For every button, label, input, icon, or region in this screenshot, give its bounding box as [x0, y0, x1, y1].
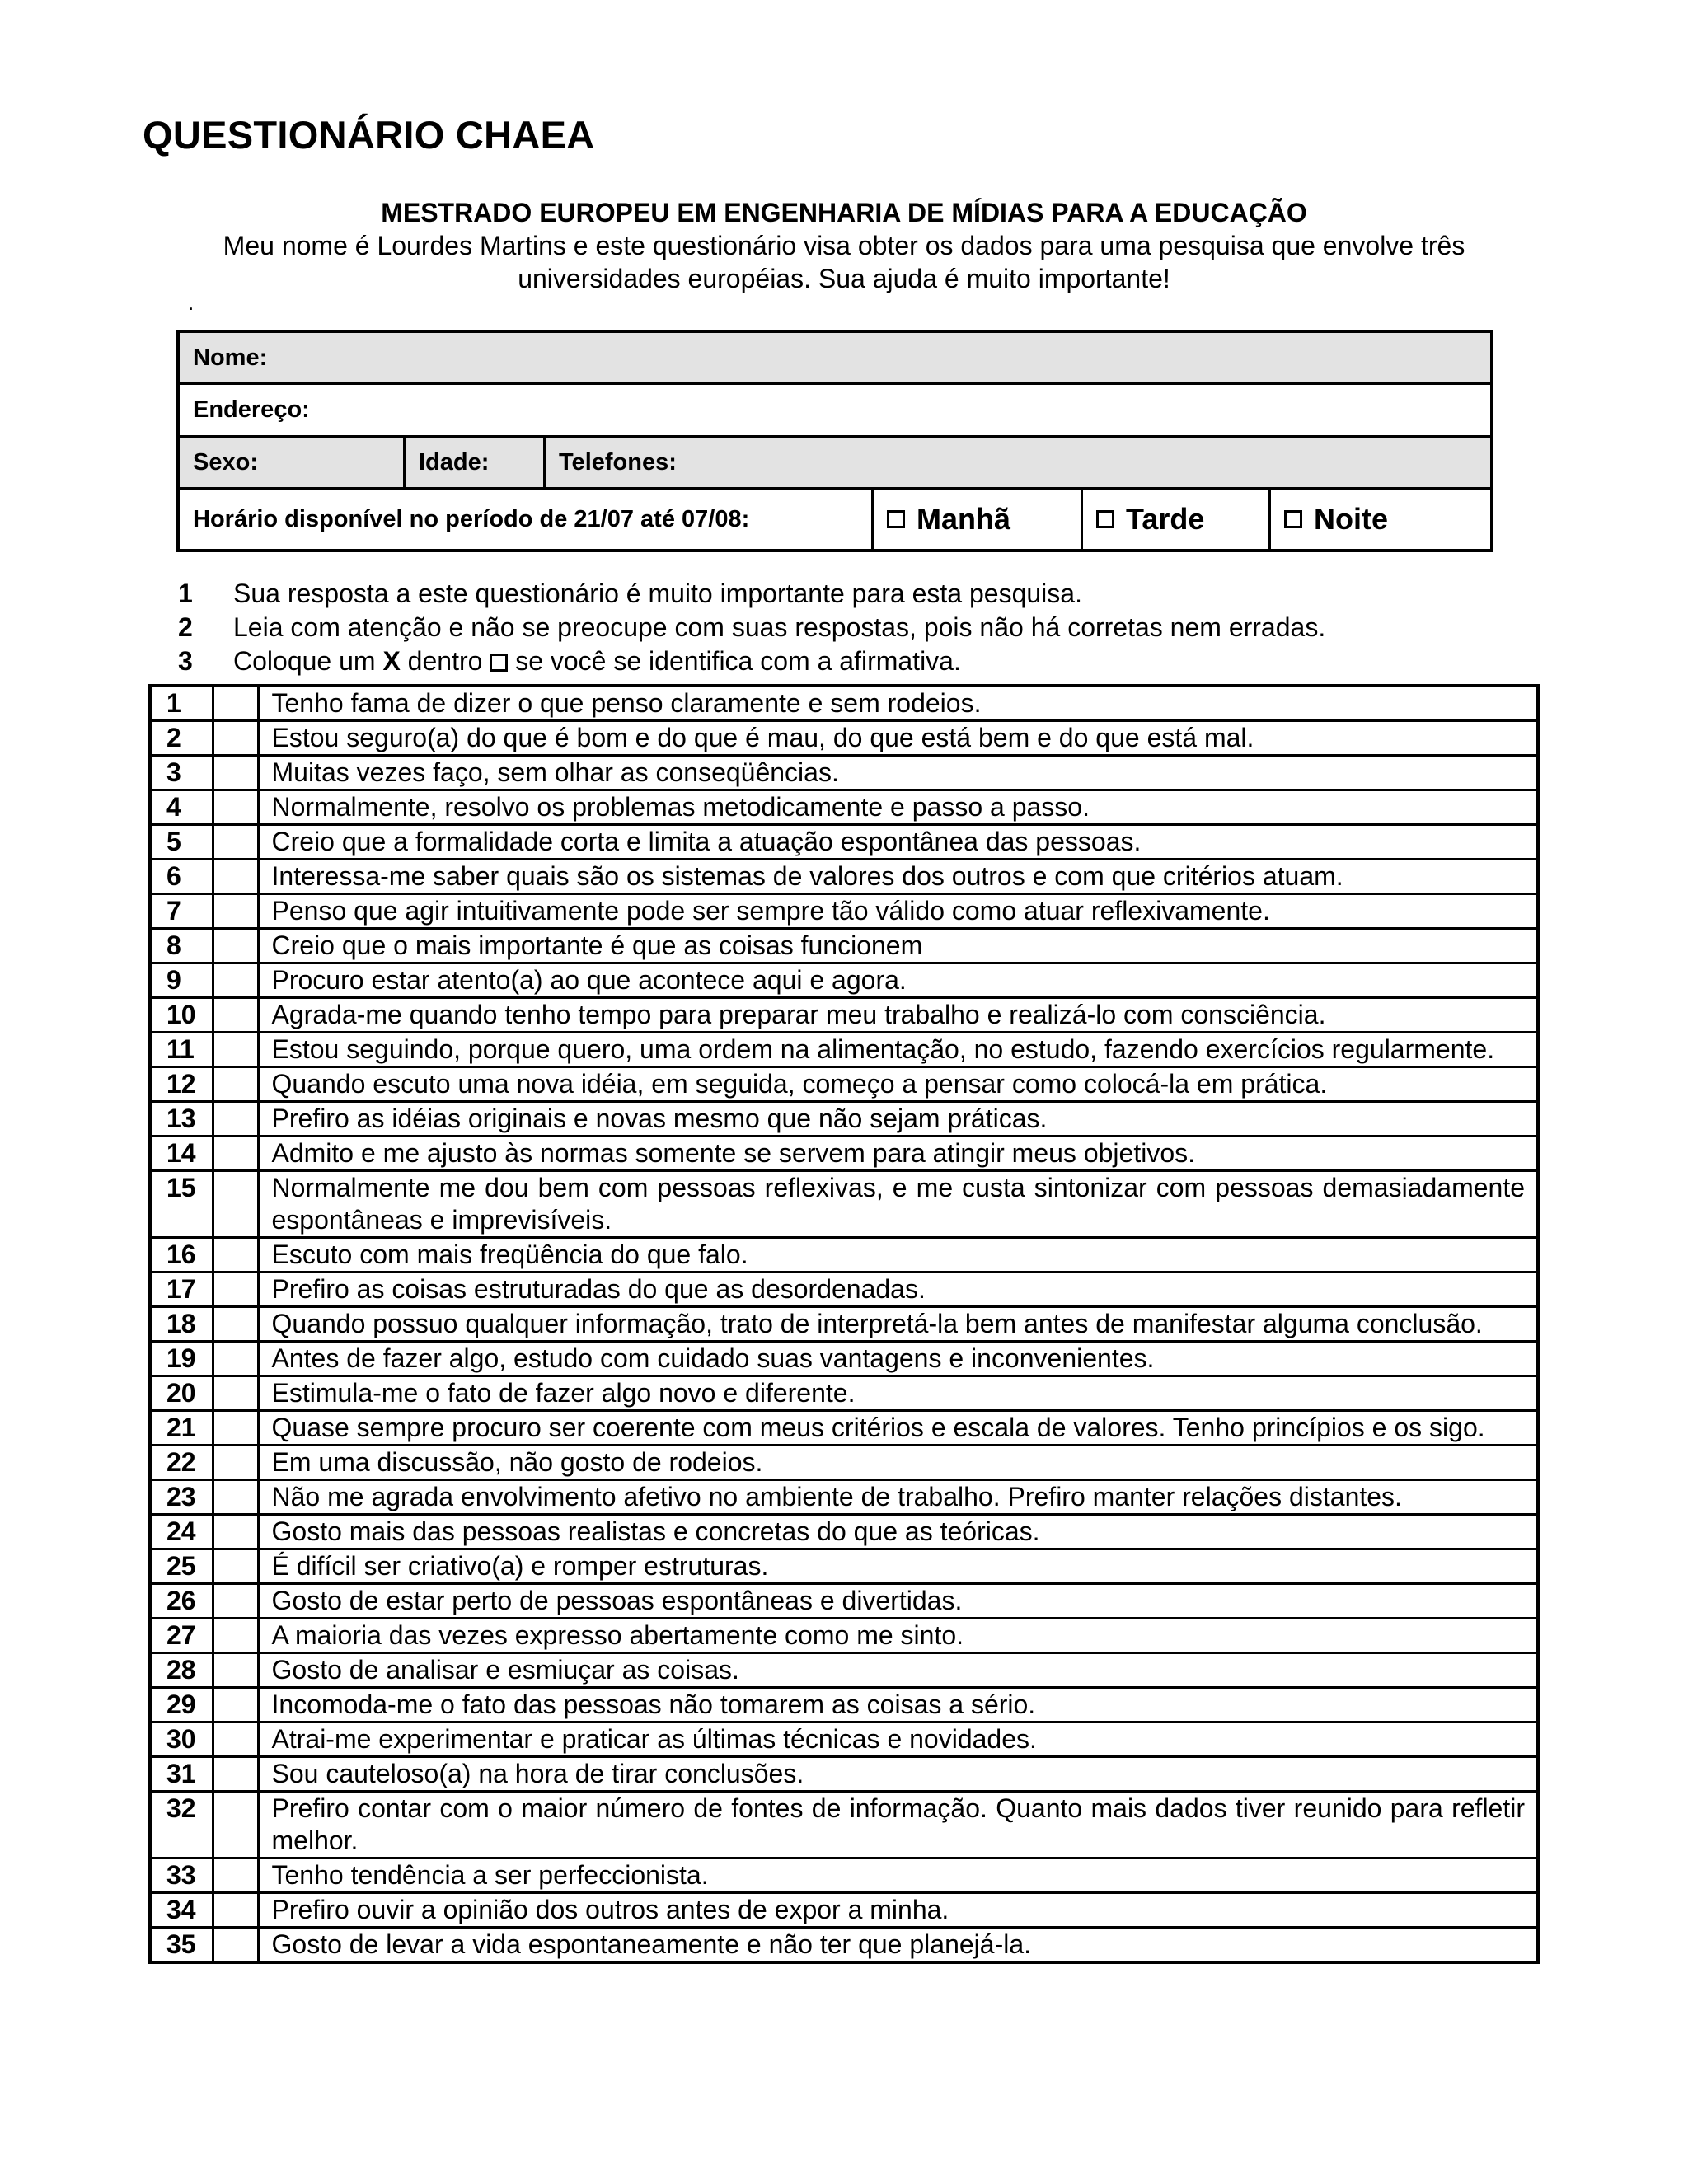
question-text: Creio que o mais importante é que as coisas funcionem [258, 929, 1538, 963]
period-option-morning[interactable] [874, 490, 1083, 549]
question-row [150, 1584, 1538, 1619]
question-row [150, 1792, 1538, 1858]
question-text: Prefiro as coisas estruturadas do que as desordenadas. [258, 1272, 1538, 1307]
question-row [150, 790, 1538, 825]
question-number: 24 [150, 1515, 213, 1549]
question-text: Gosto de estar perto de pessoas espontâneas e divertidas. [258, 1584, 1538, 1619]
question-text: Procuro estar atento(a) ao que acontece aqui e agora. [258, 963, 1538, 998]
question-text: Gosto de levar a vida espontaneamente e não ter que planejá-la. [258, 1928, 1538, 1963]
answer-checkbox[interactable] [213, 1893, 258, 1928]
question-number: 26 [150, 1584, 213, 1619]
answer-checkbox[interactable] [213, 1307, 258, 1342]
question-number: 22 [150, 1446, 213, 1480]
question-text: Estou seguro(a) do que é bom e do que é mau, do que está bem e do que está mal. [258, 721, 1538, 756]
checkbox-icon [490, 654, 508, 672]
answer-checkbox[interactable] [213, 1619, 258, 1653]
question-number: 29 [150, 1688, 213, 1722]
question-number: 28 [150, 1653, 213, 1688]
question-row [150, 1893, 1538, 1928]
checkbox-morning[interactable] [887, 510, 905, 528]
period-option-afternoon[interactable] [1083, 490, 1271, 549]
question-row [150, 1480, 1538, 1515]
question-row [150, 1137, 1538, 1171]
question-number: 25 [150, 1549, 213, 1584]
answer-checkbox[interactable] [213, 721, 258, 756]
intro-paragraph: Meu nome é Lourdes Martins e este questionário visa obter os dados para uma pesquisa que envolve três universidades européias. Sua ajuda é muito importante! [223, 231, 1465, 293]
period-label-afternoon: Tarde [1126, 502, 1205, 536]
question-number: 16 [150, 1238, 213, 1272]
answer-checkbox[interactable] [213, 1342, 258, 1376]
question-text: É difícil ser criativo(a) e romper estruturas. [258, 1549, 1538, 1584]
question-text: Sou cauteloso(a) na hora de tirar conclusões. [258, 1757, 1538, 1792]
contact-row [180, 438, 1490, 490]
question-text: Interessa-me saber quais são os sistemas de valores dos outros e com que critérios atuam. [258, 860, 1538, 894]
question-number: 7 [150, 894, 213, 929]
question-number: 9 [150, 963, 213, 998]
question-row [150, 721, 1538, 756]
question-row [150, 1411, 1538, 1446]
question-text: Estimula-me o fato de fazer algo novo e diferente. [258, 1376, 1538, 1411]
question-row [150, 1067, 1538, 1102]
answer-checkbox[interactable] [213, 686, 258, 721]
question-number: 14 [150, 1137, 213, 1171]
instruction-text: Leia com atenção e não se preocupe com suas respostas, pois não há corretas nem erradas. [233, 612, 1326, 642]
question-row [150, 1549, 1538, 1584]
answer-checkbox[interactable] [213, 1480, 258, 1515]
question-text: Antes de fazer algo, estudo com cuidado suas vantagens e inconvenientes. [258, 1342, 1538, 1376]
address-label: Endereço: [193, 396, 310, 423]
question-text: Em uma discussão, não gosto de rodeios. [258, 1446, 1538, 1480]
question-row [150, 998, 1538, 1033]
question-text: Escuto com mais freqüência do que falo. [258, 1238, 1538, 1272]
schedule-label: Horário disponível no período de 21/07 até 07/08: [180, 490, 874, 549]
question-text: Quando possuo qualquer informação, trato de interpretá-la bem antes de manifestar alguma conclusão. [258, 1307, 1538, 1342]
question-row [150, 860, 1538, 894]
question-number: 11 [150, 1033, 213, 1067]
age-field[interactable] [406, 438, 546, 487]
question-row [150, 1515, 1538, 1549]
question-row [150, 1272, 1538, 1307]
question-row [150, 1342, 1538, 1376]
question-text: Admito e me ajusto às normas somente se servem para atingir meus objetivos. [258, 1137, 1538, 1171]
question-number: 4 [150, 790, 213, 825]
answer-checkbox[interactable] [213, 1928, 258, 1963]
answer-checkbox[interactable] [213, 1858, 258, 1893]
answer-checkbox[interactable] [213, 1238, 258, 1272]
stray-dot: . [188, 290, 195, 315]
answer-checkbox[interactable] [213, 998, 258, 1033]
question-text: Estou seguindo, porque quero, uma ordem na alimentação, no estudo, fazendo exercícios regularmente. [258, 1033, 1538, 1067]
answer-checkbox[interactable] [213, 1722, 258, 1757]
question-text: Muitas vezes faço, sem olhar as conseqüências. [258, 756, 1538, 790]
question-number: 23 [150, 1480, 213, 1515]
question-number: 1 [150, 686, 213, 721]
schedule-row [180, 490, 1490, 549]
checkbox-afternoon[interactable] [1096, 510, 1114, 528]
question-text: Tenho tendência a ser perfeccionista. [258, 1858, 1538, 1893]
answer-checkbox[interactable] [213, 1757, 258, 1792]
question-text: Prefiro as idéias originais e novas mesmo que não sejam práticas. [258, 1102, 1538, 1137]
question-text: Quase sempre procuro ser coerente com meus critérios e escala de valores. Tenho princípios e os sigo. [258, 1411, 1538, 1446]
question-text: Agrada-me quando tenho tempo para preparar meu trabalho e realizá-lo com consciência. [258, 998, 1538, 1033]
question-row [150, 686, 1538, 721]
question-number: 12 [150, 1067, 213, 1102]
answer-checkbox[interactable] [213, 860, 258, 894]
question-number: 19 [150, 1342, 213, 1376]
question-text: Incomoda-me o fato das pessoas não tomarem as coisas a sério. [258, 1688, 1538, 1722]
questions-table [148, 684, 1540, 1964]
answer-checkbox[interactable] [213, 1584, 258, 1619]
question-row [150, 1688, 1538, 1722]
question-number: 2 [150, 721, 213, 756]
checkbox-night[interactable] [1284, 510, 1302, 528]
address-row[interactable] [180, 385, 1490, 438]
question-number: 5 [150, 825, 213, 860]
question-row [150, 1376, 1538, 1411]
question-text: Prefiro ouvir a opinião dos outros antes de expor a minha. [258, 1893, 1538, 1928]
question-number: 32 [150, 1792, 213, 1858]
question-row [150, 963, 1538, 998]
page-title: QUESTIONÁRIO CHAEA [143, 113, 595, 157]
answer-checkbox[interactable] [213, 1102, 258, 1137]
question-text: Creio que a formalidade corta e limita a atuação espontânea das pessoas. [258, 825, 1538, 860]
question-row [150, 1102, 1538, 1137]
question-row [150, 1033, 1538, 1067]
question-row [150, 1307, 1538, 1342]
question-number: 15 [150, 1171, 213, 1238]
question-number: 31 [150, 1757, 213, 1792]
question-row [150, 1238, 1538, 1272]
question-row [150, 825, 1538, 860]
name-row[interactable] [180, 333, 1490, 385]
question-text: Penso que agir intuitivamente pode ser sempre tão válido como atuar reflexivamente. [258, 894, 1538, 929]
question-number: 17 [150, 1272, 213, 1307]
instruction-number: 2 [178, 612, 193, 642]
question-text: Quando escuto uma nova idéia, em seguida, começo a pensar como colocá-la em prática. [258, 1067, 1538, 1102]
answer-checkbox[interactable] [213, 1411, 258, 1446]
answer-checkbox[interactable] [213, 790, 258, 825]
answer-checkbox[interactable] [213, 756, 258, 790]
question-row [150, 1858, 1538, 1893]
question-row [150, 1928, 1538, 1963]
question-number: 10 [150, 998, 213, 1033]
question-row [150, 1446, 1538, 1480]
question-number: 13 [150, 1102, 213, 1137]
answer-checkbox[interactable] [213, 1171, 258, 1238]
phones-label: Telefones: [559, 448, 677, 476]
instruction-text: Coloque um X dentro se você se identifica com a afirmativa. [233, 646, 961, 676]
answer-checkbox[interactable] [213, 1446, 258, 1480]
x-mark: X [382, 646, 401, 676]
question-row [150, 1619, 1538, 1653]
question-number: 3 [150, 756, 213, 790]
question-text: Gosto de analisar e esmiuçar as coisas. [258, 1653, 1538, 1688]
answer-checkbox[interactable] [213, 1688, 258, 1722]
question-number: 27 [150, 1619, 213, 1653]
question-row [150, 756, 1538, 790]
question-row [150, 929, 1538, 963]
answer-checkbox[interactable] [213, 929, 258, 963]
question-text: Não me agrada envolvimento afetivo no ambiente de trabalho. Prefiro manter relações distantes. [258, 1480, 1538, 1515]
answer-checkbox[interactable] [213, 1376, 258, 1411]
answer-checkbox[interactable] [213, 1549, 258, 1584]
instruction-number: 3 [178, 646, 193, 676]
answer-checkbox[interactable] [213, 963, 258, 998]
question-text: A maioria das vezes expresso abertamente como me sinto. [258, 1619, 1538, 1653]
period-label-morning: Manhã [917, 502, 1011, 536]
age-label: Idade: [419, 448, 490, 476]
question-number: 33 [150, 1858, 213, 1893]
question-number: 8 [150, 929, 213, 963]
question-row [150, 894, 1538, 929]
course-subtitle: MESTRADO EUROPEU EM ENGENHARIA DE MÍDIAS PARA A EDUCAÇÃO [381, 198, 1307, 227]
answer-checkbox[interactable] [213, 1515, 258, 1549]
question-number: 30 [150, 1722, 213, 1757]
answer-checkbox[interactable] [213, 1272, 258, 1307]
answer-checkbox[interactable] [213, 825, 258, 860]
question-number: 6 [150, 860, 213, 894]
question-number: 21 [150, 1411, 213, 1446]
question-number: 18 [150, 1307, 213, 1342]
instruction-text: Sua resposta a este questionário é muito importante para esta pesquisa. [233, 579, 1082, 608]
question-text: Tenho fama de dizer o que penso claramente e sem rodeios. [258, 686, 1538, 721]
answer-checkbox[interactable] [213, 1067, 258, 1102]
answer-checkbox[interactable] [213, 1033, 258, 1067]
question-row [150, 1757, 1538, 1792]
question-number: 35 [150, 1928, 213, 1963]
phones-field[interactable] [546, 438, 1490, 487]
question-number: 34 [150, 1893, 213, 1928]
answer-checkbox[interactable] [213, 1137, 258, 1171]
sex-field[interactable] [180, 438, 406, 487]
period-option-night[interactable] [1271, 490, 1490, 549]
question-text: Prefiro contar com o maior número de fontes de informação. Quanto mais dados tiver reunido para refletir melhor. [258, 1792, 1538, 1858]
answer-checkbox[interactable] [213, 1792, 258, 1858]
personal-info-form [176, 330, 1493, 552]
question-text: Gosto mais das pessoas realistas e concretas do que as teóricas. [258, 1515, 1538, 1549]
sex-label: Sexo: [193, 448, 258, 476]
question-text: Normalmente, resolvo os problemas metodicamente e passo a passo. [258, 790, 1538, 825]
question-row [150, 1653, 1538, 1688]
name-label: Nome: [193, 344, 268, 371]
answer-checkbox[interactable] [213, 894, 258, 929]
question-text: Atrai-me experimentar e praticar as últimas técnicas e novidades. [258, 1722, 1538, 1757]
question-text: Normalmente me dou bem com pessoas reflexivas, e me custa sintonizar com pessoas demasiadamente espontâneas e imprevisíveis. [258, 1171, 1538, 1238]
period-label-night: Noite [1314, 502, 1388, 536]
instruction-number: 1 [178, 579, 193, 608]
question-number: 20 [150, 1376, 213, 1411]
question-row [150, 1171, 1538, 1238]
answer-checkbox[interactable] [213, 1653, 258, 1688]
question-row [150, 1722, 1538, 1757]
